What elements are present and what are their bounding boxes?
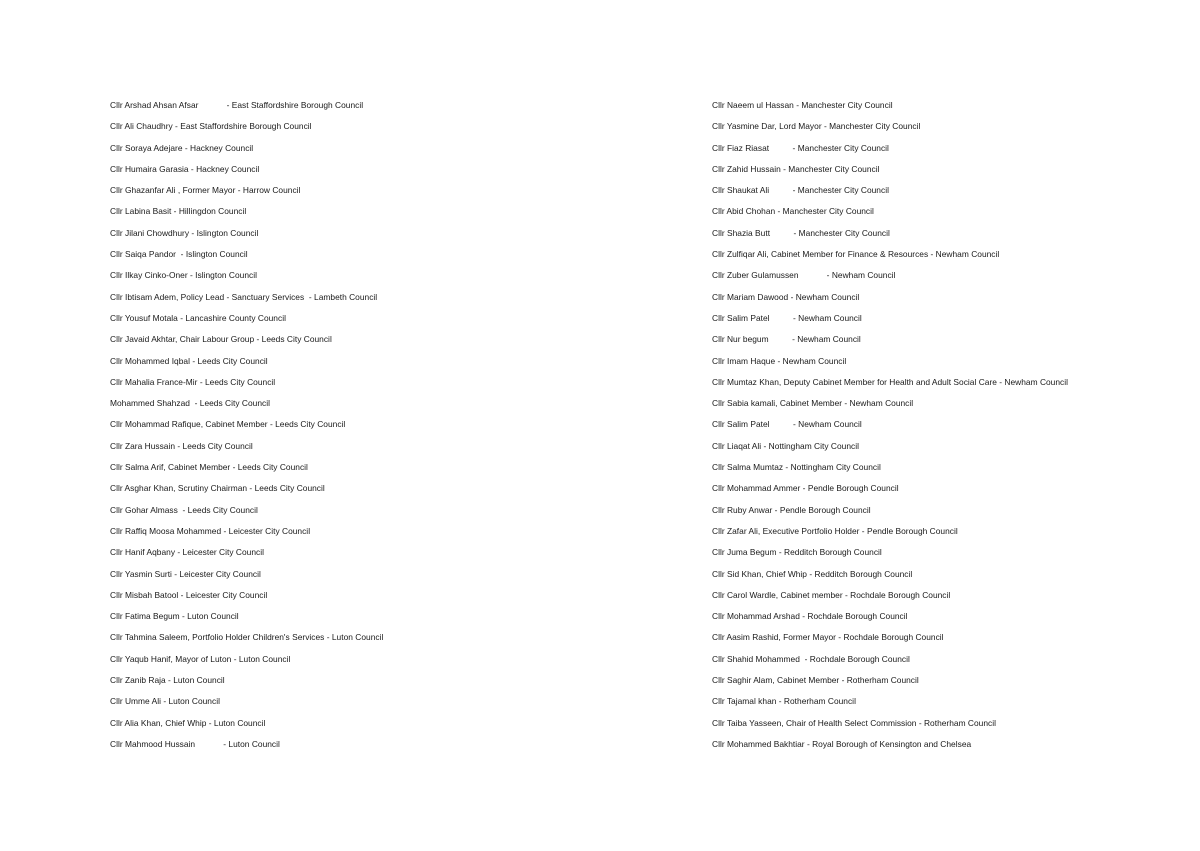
- signatory-entry: Cllr Zahid Hussain - Manchester City Council: [712, 163, 880, 174]
- signatory-entry: Cllr Tahmina Saleem, Portfolio Holder Children's Services - Luton Council: [110, 632, 384, 643]
- signatory-entry: Cllr Carol Wardle, Cabinet member - Rochdale Borough Council: [712, 589, 951, 600]
- signatory-entry: Cllr Mohammad Ammer - Pendle Borough Council: [712, 483, 899, 494]
- signatory-entry: Cllr Fiaz Riasat - Manchester City Council: [712, 142, 889, 153]
- signatory-entry: Cllr Liaqat Ali - Nottingham City Council: [712, 440, 859, 451]
- signatory-entry: Cllr Sabia kamali, Cabinet Member - Newham Council: [712, 398, 914, 409]
- signatory-entry: Cllr Raffiq Moosa Mohammed - Leicester City Council: [110, 525, 311, 536]
- signatory-entry: Cllr Alia Khan, Chief Whip - Luton Council: [110, 717, 266, 728]
- signatory-entry: Mohammed Shahzad - Leeds City Council: [110, 398, 270, 409]
- signatory-entry: Cllr Gohar Almass - Leeds City Council: [110, 504, 258, 515]
- signatory-entry: Cllr Shahid Mohammed - Rochdale Borough Council: [712, 653, 910, 664]
- signatory-entry: Cllr Juma Begum - Redditch Borough Council: [712, 547, 882, 558]
- signatory-entry: Cllr Ilkay Cinko-Oner - Islington Council: [110, 270, 257, 281]
- signatory-entry: Cllr Mohammad Arshad - Rochdale Borough Council: [712, 611, 908, 622]
- signatory-entry: Cllr Zanib Raja - Luton Council: [110, 675, 225, 686]
- signatory-entry: Cllr Saiqa Pandor - Islington Council: [110, 249, 248, 260]
- signatory-entry: Cllr Naeem ul Hassan - Manchester City Council: [712, 100, 893, 110]
- signatory-entry: Cllr Labina Basit - Hillingdon Council: [110, 206, 247, 217]
- signatory-entry: Cllr Jilani Chowdhury - Islington Council: [110, 227, 259, 238]
- signatory-entry: Cllr Tajamal khan - Rotherham Council: [712, 696, 856, 707]
- signatory-entry: Cllr Salma Arif, Cabinet Member - Leeds City Council: [110, 462, 308, 473]
- signatory-entry: Cllr Hanif Aqbany - Leicester City Council: [110, 547, 264, 558]
- signatory-entry: Cllr Imam Haque - Newham Council: [712, 355, 847, 366]
- signatory-entry: Cllr Yasmin Surti - Leicester City Council: [110, 568, 261, 579]
- signatory-entry: Cllr Umme Ali - Luton Council: [110, 696, 220, 707]
- signatory-entry: Cllr Salim Patel - Newham Council: [712, 419, 862, 430]
- signatory-entry: Cllr Mahalia France-Mir - Leeds City Council: [110, 376, 276, 387]
- signatory-entry: Cllr Humaira Garasia - Hackney Council: [110, 163, 260, 174]
- signatory-entry: Cllr Ruby Anwar - Pendle Borough Council: [712, 504, 871, 515]
- signatory-entry: Cllr Shazia Butt - Manchester City Council: [712, 227, 890, 238]
- signatory-entry: Cllr Yousuf Motala - Lancashire County Council: [110, 312, 286, 323]
- signatory-entry: Cllr Soraya Adejare - Hackney Council: [110, 142, 254, 153]
- signatory-entry: Cllr Nur begum - Newham Council: [712, 334, 861, 345]
- signatory-entry: Cllr Ibtisam Adem, Policy Lead - Sanctuary Services - Lambeth Council: [110, 291, 378, 302]
- signatory-entry: Cllr Asghar Khan, Scrutiny Chairman - Leeds City Council: [110, 483, 325, 494]
- signatory-list-left: [110, 99, 670, 759]
- signatory-entry: Cllr Mohammed Bakhtiar - Royal Borough of Kensington and Chelsea: [712, 738, 972, 749]
- signatory-entry: Cllr Taiba Yasseen, Chair of Health Select Commission - Rotherham Council: [712, 717, 997, 728]
- signatory-entry: Cllr Mariam Dawood - Newham Council: [712, 291, 860, 302]
- signatory-entry: Cllr Saghir Alam, Cabinet Member - Rotherham Council: [712, 675, 919, 686]
- signatory-entry: Cllr Zuber Gulamussen - Newham Council: [712, 270, 896, 281]
- signatory-entry: Cllr Arshad Ahsan Afsar - East Staffordshire Borough Council: [110, 100, 364, 110]
- signatory-entry: Cllr Misbah Batool - Leicester City Council: [110, 589, 268, 600]
- signatory-entry: Cllr Salim Patel - Newham Council: [712, 312, 862, 323]
- signatory-entry: Cllr Zara Hussain - Leeds City Council: [110, 440, 253, 451]
- signatory-entry: Cllr Mumtaz Khan, Deputy Cabinet Member for Health and Adult Social Care - Newham Council: [712, 376, 1069, 387]
- signatory-entry: Cllr Zafar Ali, Executive Portfolio Holder - Pendle Borough Council: [712, 525, 958, 536]
- signatory-entry: Cllr Yaqub Hanif, Mayor of Luton - Luton Council: [110, 653, 291, 664]
- signatory-entry: Cllr Zulfiqar Ali, Cabinet Member for Finance & Resources - Newham Council: [712, 249, 1000, 260]
- signatory-entry: Cllr Ghazanfar Ali , Former Mayor - Harrow Council: [110, 185, 301, 196]
- signatory-entry: Cllr Mahmood Hussain - Luton Council: [110, 738, 280, 749]
- signatory-entry: Cllr Sid Khan, Chief Whip - Redditch Borough Council: [712, 568, 913, 579]
- signatory-entry: Cllr Fatima Begum - Luton Council: [110, 611, 239, 622]
- signatory-entry: Cllr Aasim Rashid, Former Mayor - Rochdale Borough Council: [712, 632, 944, 643]
- signatory-entry: Cllr Ali Chaudhry - East Staffordshire Borough Council: [110, 121, 312, 132]
- signatory-entry: Cllr Shaukat Ali - Manchester City Council: [712, 185, 889, 196]
- signatory-entry: Cllr Javaid Akhtar, Chair Labour Group - Leeds City Council: [110, 334, 332, 345]
- signatory-list-right: [712, 99, 1182, 759]
- signatory-entry: Cllr Abid Chohan - Manchester City Council: [712, 206, 874, 217]
- signatory-entry: Cllr Yasmine Dar, Lord Mayor - Manchester City Council: [712, 121, 921, 132]
- signatory-entry: Cllr Mohammad Rafique, Cabinet Member - Leeds City Council: [110, 419, 346, 430]
- signatory-entry: Cllr Salma Mumtaz - Nottingham City Council: [712, 462, 881, 473]
- signatory-entry: Cllr Mohammed Iqbal - Leeds City Council: [110, 355, 268, 366]
